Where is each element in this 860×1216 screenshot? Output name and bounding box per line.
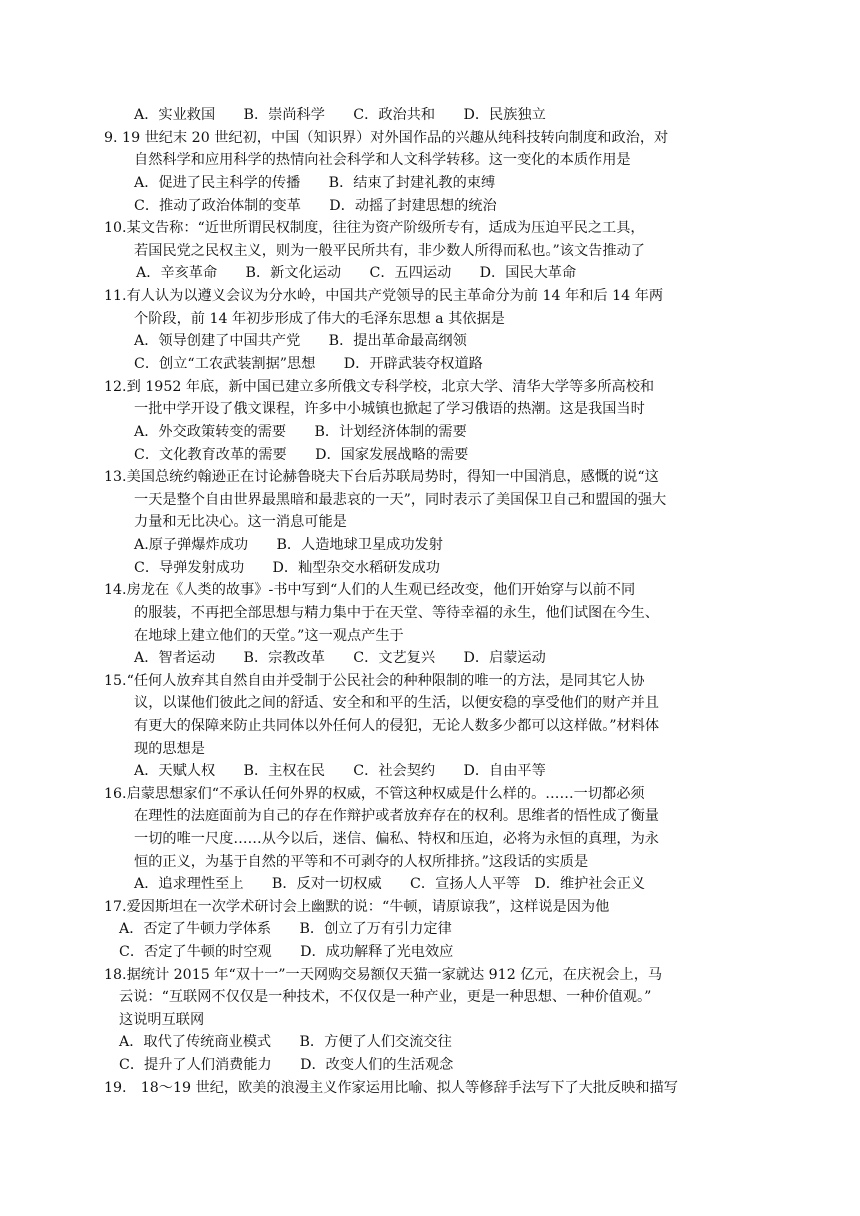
q13-options-ab: A.原子弹爆炸成功 B．人造地球卫星成功发射 [134,537,443,553]
q14-stem-line-1: 14.房龙在《人类的故事》-书中写到“人们的人生观已经改变，他们开始穿与以前不同 [104,582,636,598]
q18-stem-line-3: 这说明互联网 [119,1012,205,1028]
q16-options: A．追求理性至上 B．反对一切权威 C．宣扬人人平等 D．维护社会正义 [134,876,646,892]
q9-stem-line-1: 9. 19 世纪末 20 世纪初，中国（知识界）对外国作品的兴趣从纯科技转向制度和政治，对 [104,130,669,146]
q16-stem-line-3: 一切的唯一尺度……从今以后，迷信、偏私、特权和压迫，必将为永恒的真理，为永 [134,831,659,847]
q16-stem-line-4: 恒的正义，为基于自然的平等和不可剥夺的人权所排挤。”这段话的实质是 [134,854,589,870]
q13-options-cd: C．导弹发射成功 D．籼型杂交水稻研发成功 [134,560,440,576]
q10-stem-line-1: 10.某文告称：“近世所谓民权制度，往往为资产阶级所专有，适成为压迫平民之工具， [104,220,645,236]
q12-stem-line-1: 12.到 1952 年底，新中国已建立多所俄文专科学校，北京大学、清华大学等多所高校和 [104,379,655,395]
q9-stem-line-2: 自然科学和应用科学的热情向社会科学和人文科学转移。这一变化的本质作用是 [134,152,631,168]
q14-stem-line-2: 的服装，不再把全部思想与精力集中于在天堂、等待幸福的永生，他们试图在今生、 [134,605,659,621]
q13-stem-line-3: 力量和无比决心。这一消息可能是 [134,514,347,530]
q18-options-ab: A．取代了传统商业模式 B．方便了人们交流交往 [119,1034,452,1050]
q11-stem-line-2: 个阶段，前 14 年初步形成了伟大的毛泽东思想 a 其依据是 [134,311,505,327]
q17-stem: 17.爱因斯坦在一次学术研讨会上幽默的说：“牛顿，请原谅我”，这样说是因为他 [104,899,610,915]
q11-stem-line-1: 11.有人认为以遵义会议为分水岭，中国共产党领导的民主革命分为前 14 年和后 14 年两 [104,288,664,304]
q16-stem-line-1: 16.启蒙思想家们“不承认任何外界的权威，不管这种权威是什么样的。……一切都必须 [104,786,645,802]
q10-options: A．辛亥革命 B．新文化运动 C．五四运动 D．国民大革命 [136,265,577,281]
q12-options-cd: C．文化教育改革的需要 D．国家发展战略的需要 [134,447,469,463]
q19-stem-line-1: 19. 18～19 世纪，欧美的浪漫主义作家运用比喻、拟人等修辞手法写下了大批反映和描写 [104,1080,678,1096]
q15-stem-line-4: 现的思想是 [134,741,205,757]
q10-stem-line-2: 若国民党之民权主义，则为一般平民所共有，非少数人所得而私也。”该文告推动了 [134,243,645,259]
q9-options-cd: C．推动了政治体制的变革 D．动摇了封建思想的统治 [134,198,497,214]
q18-stem-line-1: 18.据统计 2015 年“双十一”一天网购交易额仅天猫一家就达 912 亿元，在庆祝会上，马 [104,967,663,983]
q12-options-ab: A．外交政策转变的需要 B．计划经济体制的需要 [134,424,467,440]
q11-options-ab: A．领导创建了中国共产党 B．提出革命最高纲领 [134,333,467,349]
q18-options-cd: C．提升了人们消费能力 D．改变人们的生活观念 [119,1057,454,1073]
q8-options-line: A．实业救国 B．崇尚科学 C．政治共和 D．民族独立 [134,107,546,123]
q17-options-ab: A．否定了牛顿力学体系 B．创立了万有引力定律 [119,921,452,937]
q15-stem-line-3: 有更大的保障来防止共同体以外任何人的侵犯，无论人数多少都可以这样做。”材料体 [134,718,660,734]
q11-options-cd: C．创立“工农武装割据”思想 D．开辟武装夺权道路 [134,356,483,372]
q13-stem-line-1: 13.美国总统约翰逊正在讨论赫鲁晓夫下台后苏联局势时，得知一中国消息，感慨的说“这 [104,469,659,485]
q14-stem-line-3: 在地球上建立他们的天堂。”这一观点产生于 [134,628,404,644]
q17-options-cd: C．否定了牛顿的时空观 D．成功解释了光电效应 [119,944,454,960]
q15-options: A．天赋人权 B．主权在民 C．社会契约 D．自由平等 [134,763,546,779]
q12-stem-line-2: 一批中学开设了俄文课程，许多中小城镇也掀起了学习俄语的热潮。这是我国当时 [134,401,645,417]
q15-stem-line-1: 15.“任何人放弃其自然自由并受制于公民社会的种种限制的唯一的方法，是同其它人协 [104,673,645,689]
q15-stem-line-2: 议，以谋他们彼此之间的舒适、安全和和平的生活，以便安稳的享受他们的财产并且 [134,695,659,711]
q18-stem-line-2: 云说：“互联网不仅仅是一种技术，不仅仅是一种产业，更是一种思想、一种价值观。” [119,989,652,1005]
q13-stem-line-2: 一天是整个自由世界最黑暗和最悲哀的一天”，同时表示了美国保卫自己和盟国的强大 [134,492,667,508]
q16-stem-line-2: 在理性的法庭面前为自己的存在作辩护或者放弃存在的权利。思维者的悟性成了衡量 [134,808,659,824]
q9-options-ab: A．促进了民主科学的传播 B．结束了封建礼教的束缚 [134,175,496,191]
q14-options: A．智者运动 B．宗教改革 C．文艺复兴 D．启蒙运动 [134,650,546,666]
